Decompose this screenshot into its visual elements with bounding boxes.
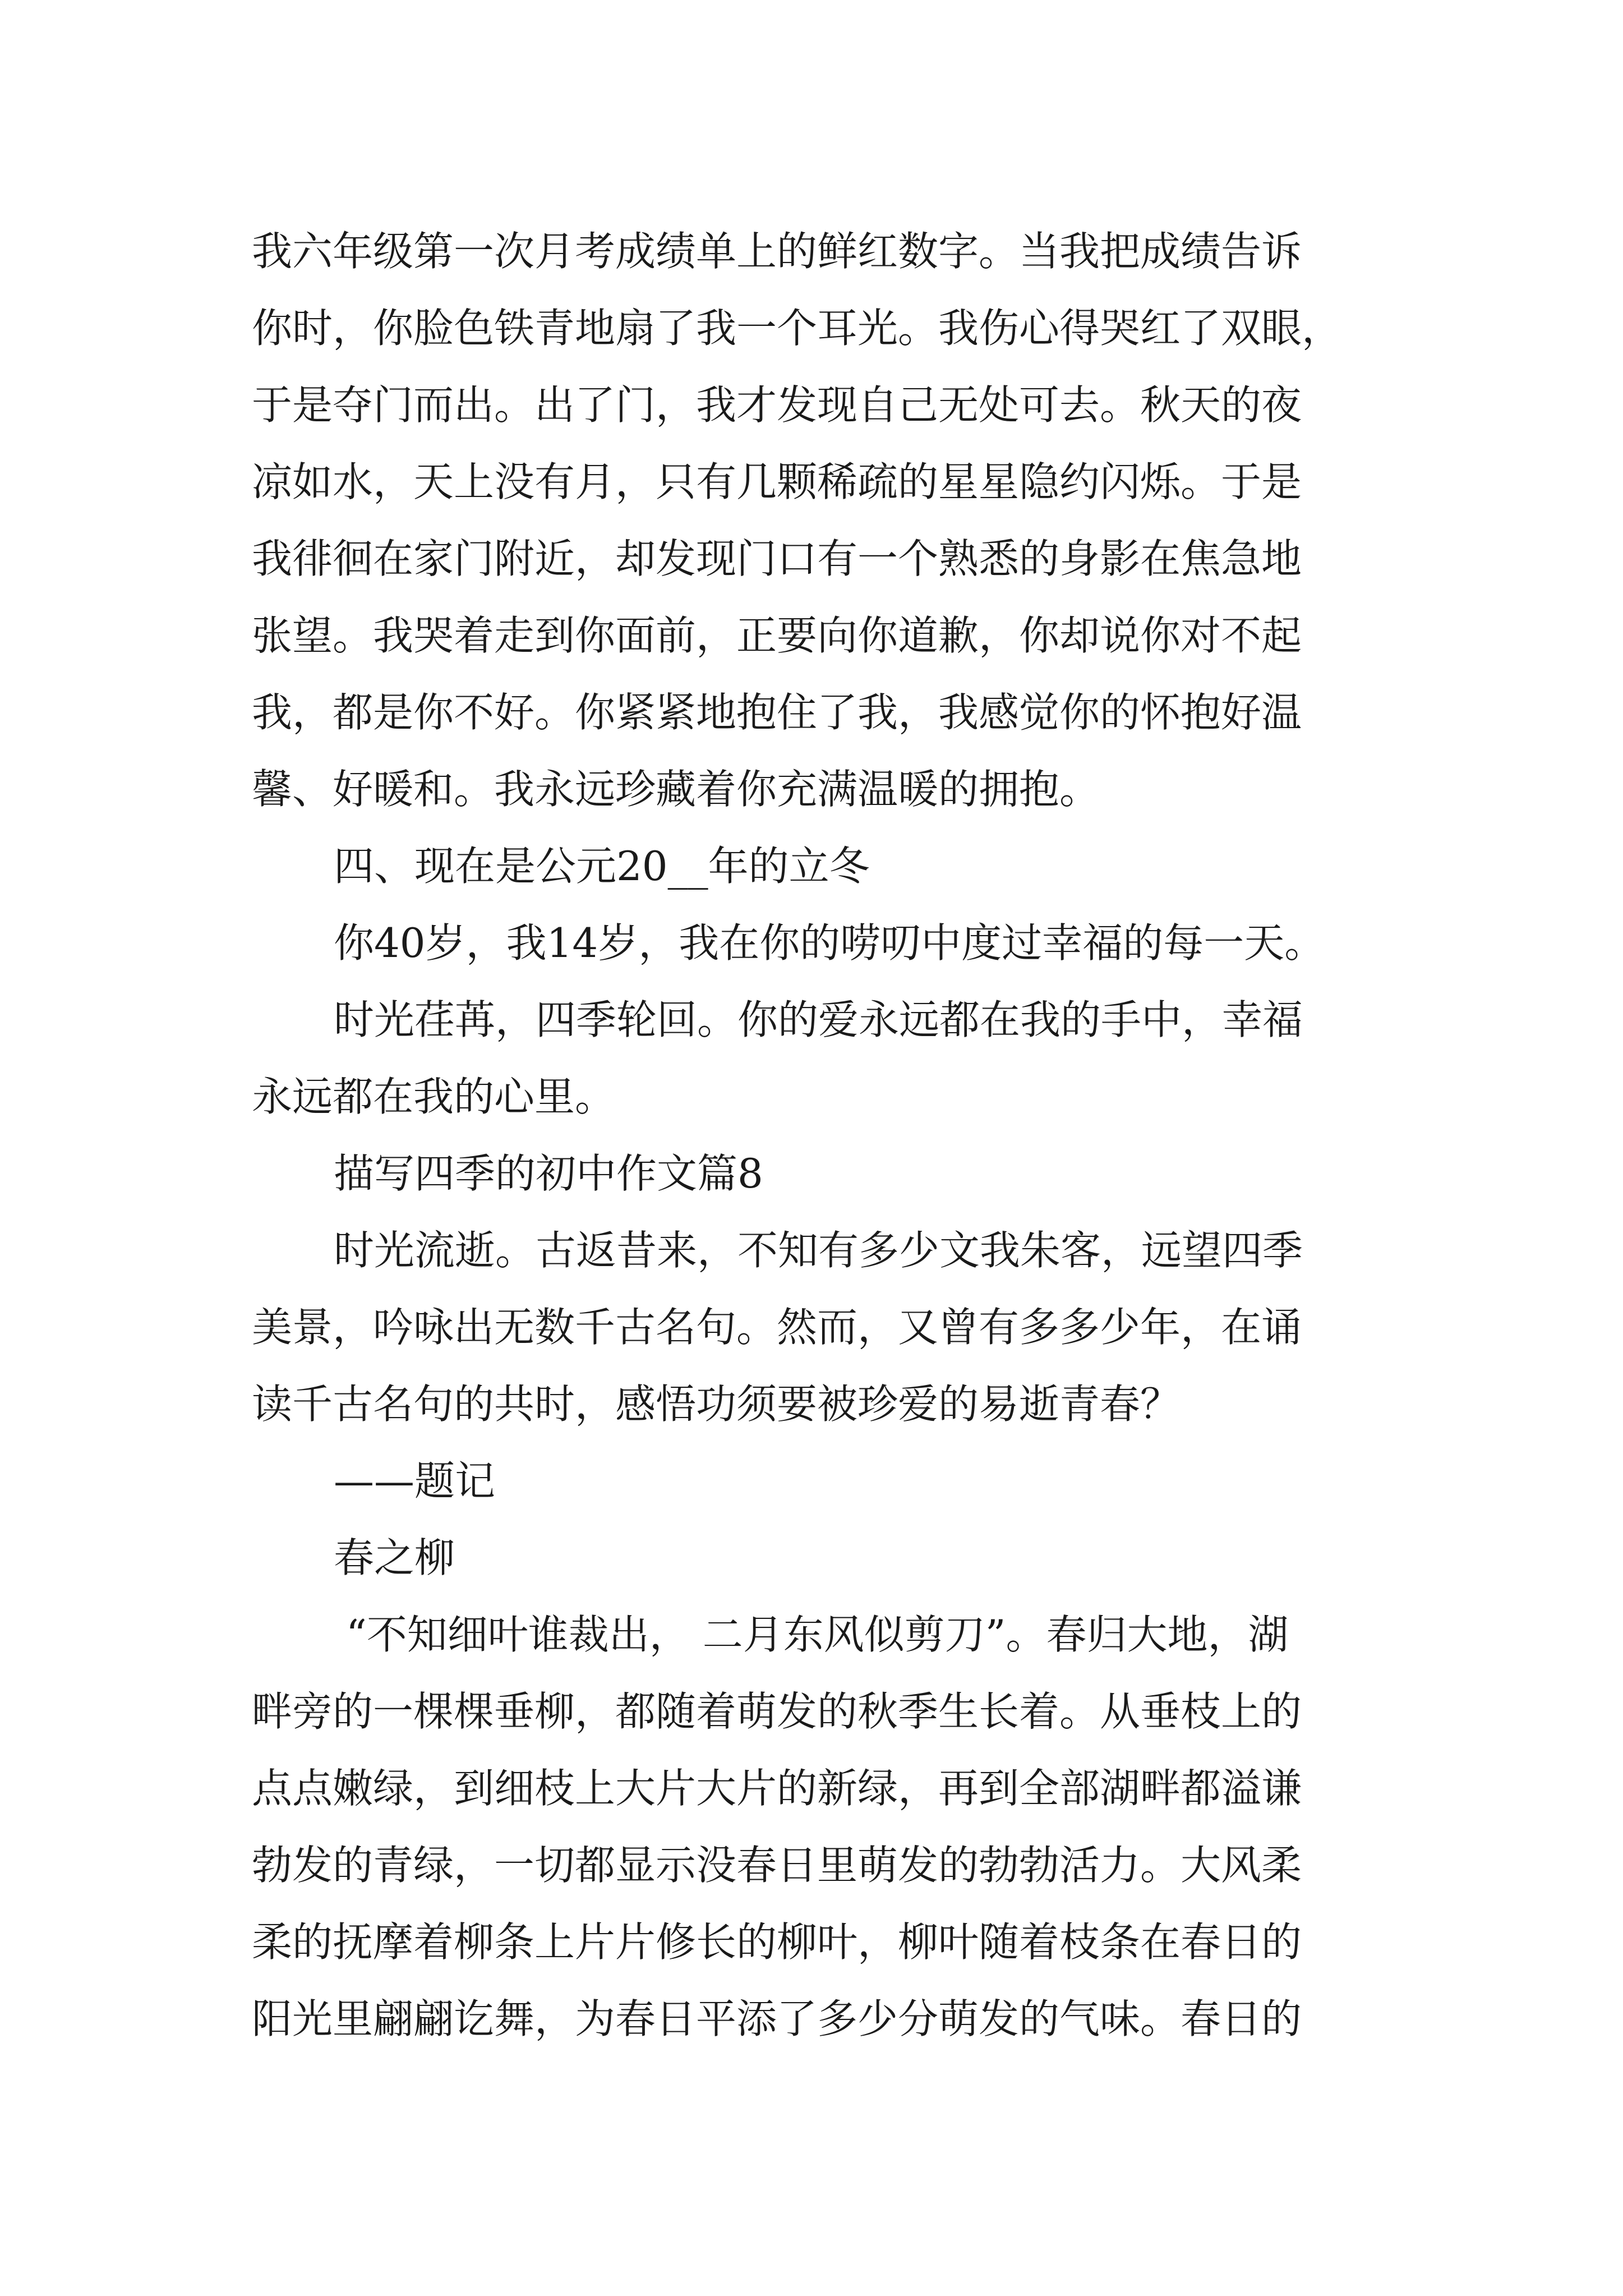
text-line: 你时，你脸色铁青地扇了我一个耳光。我伤心得哭红了双眼， (252, 305, 1343, 352)
text-line: 于是夺门而出。出了门，我才发现自己无处可去。秋天的夜 (252, 381, 1302, 429)
essay-title: 描写四季的初中作文篇8 (334, 1150, 763, 1197)
subsection-title: 春之柳 (334, 1534, 455, 1581)
text-line: 我，都是你不好。你紧紧地抱住了我，我感觉你的怀抱好温 (252, 689, 1302, 736)
paragraph-start: “不知细叶谁裁出， 二月东风似剪刀”。春归大地，湖 (346, 1611, 1289, 1658)
section-heading: 四、现在是公元20__年的立冬 (334, 843, 870, 890)
text-line: 凉如水，天上没有月，只有几颗稀疏的星星隐约闪烁。于是 (252, 458, 1302, 505)
text-line: 柔的抚摩着柳条上片片修长的柳叶，柳叶随着枝条在春日的 (252, 1918, 1302, 1966)
text-line: 我徘徊在家门附近，却发现门口有一个熟悉的身影在焦急地 (252, 535, 1302, 582)
text-line: 永远都在我的心里。 (252, 1073, 616, 1120)
text-line: 阳光里翩翩讫舞，为春日平添了多少分萌发的气味。春日的 (252, 1995, 1302, 2042)
text-line: 点点嫩绿，到细枝上大片大片的新绿，再到全部湖畔都溢谦 (252, 1765, 1302, 1812)
text-line: 馨、好暖和。我永远珍藏着你充满温暖的拥抱。 (252, 766, 1100, 813)
text-line: 畔旁的一棵棵垂柳，都随着萌发的秋季生长着。从垂枝上的 (252, 1688, 1302, 1735)
paragraph-start: 时光流逝。古返昔来，不知有多少文我朱客，远望四季 (334, 1227, 1303, 1274)
text-line: 美景，吟咏出无数千古名句。然而，又曾有多多少年，在诵 (252, 1304, 1302, 1351)
paragraph-start: 时光荏苒，四季轮回。你的爱永远都在我的手中，幸福 (334, 996, 1303, 1043)
text-line: 张望。我哭着走到你面前，正要向你道歉，你却说你对不起 (252, 612, 1302, 659)
text-line: 我六年级第一次月考成绩单上的鲜红数字。当我把成绩告诉 (252, 228, 1302, 275)
text-line: 勃发的青绿，一切都显示没春日里萌发的勃勃活力。大风柔 (252, 1842, 1302, 1889)
text-line: 读千古名句的共时，感悟功须要被珍爱的易逝青春？ (252, 1381, 1181, 1428)
epigraph-attribution: ——题记 (334, 1457, 496, 1504)
document-page (252, 213, 1390, 2058)
paragraph-start: 你40岁，我14岁，我在你的唠叨中度过幸福的每一天。 (334, 919, 1325, 967)
